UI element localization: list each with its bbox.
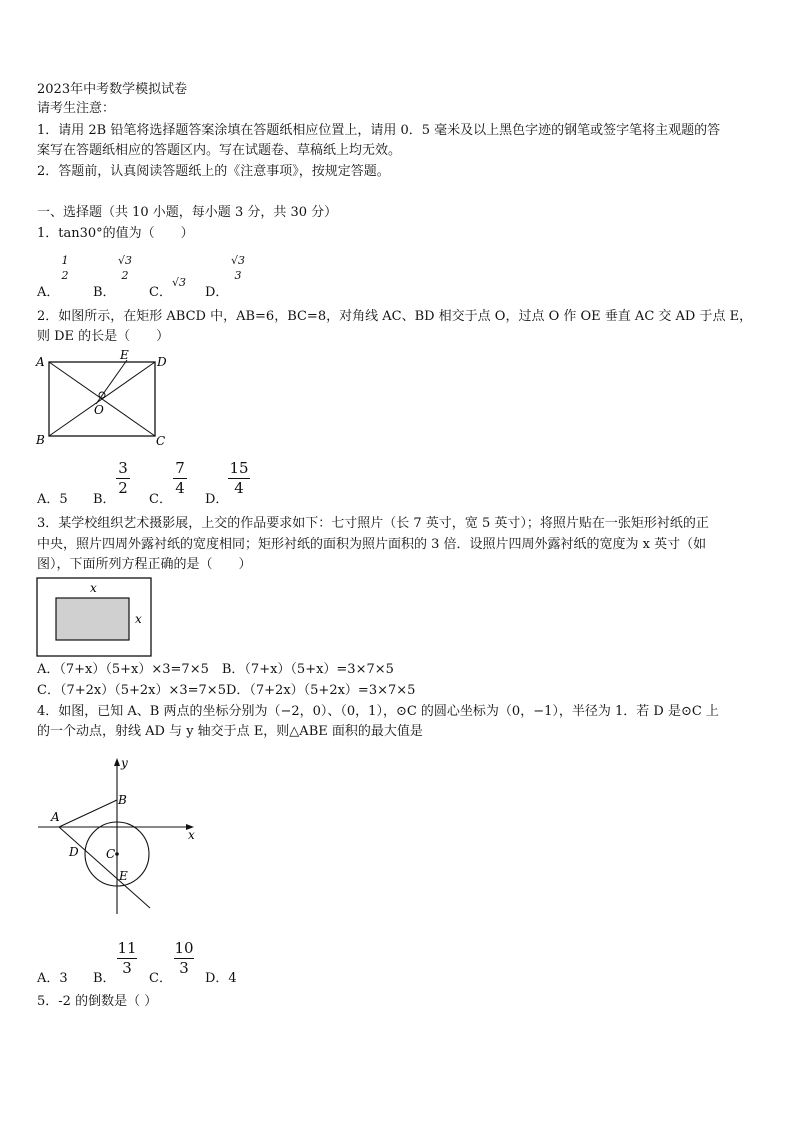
q2-option-d-fraction: 15 4 bbox=[229, 459, 249, 497]
q1-option-a-label: A． bbox=[37, 285, 60, 300]
q2-option-c-fraction: 7 4 bbox=[173, 460, 187, 497]
question-2-stem-line-2: 则 DE 的长是（ ） bbox=[37, 329, 170, 344]
q4-coordinate-figure bbox=[30, 750, 215, 920]
question-5-stem: 5．-2 的倒数是（ ） bbox=[37, 994, 158, 1009]
q4-point-c bbox=[115, 852, 119, 856]
q2-option-a: A．5 bbox=[37, 492, 68, 507]
q2-label-b: B bbox=[36, 433, 45, 447]
notice-heading: 请考生注意： bbox=[37, 101, 116, 116]
notice-2: 2．答题前，认真阅读答题纸上的《注意事项》，按规定答题。 bbox=[37, 164, 390, 179]
question-3-options-line-1: A．（7+x）（5+x）×3=7×5 B．（7+x）（5+x）=3×7×5 bbox=[37, 662, 394, 677]
q2-label-e: E bbox=[120, 348, 129, 362]
q4-label-c: C bbox=[106, 847, 116, 861]
question-4-stem-line-2: 的一个动点，射线 AD 与 y 轴交于点 E，则△ABE 面积的最大值是 bbox=[37, 724, 423, 739]
question-3-stem-line-2: 中央，照片四周外露衬纸的宽度相同；矩形衬纸的面积为照片面积的 3 倍．设照片四周外露衬纸的宽度为 x 英寸（如 bbox=[37, 537, 707, 552]
q4-option-d: D．4 bbox=[205, 971, 237, 986]
q4-label-b: B bbox=[118, 793, 127, 807]
section-title: 一、选择题（共 10 小题，每小题 3 分，共 30 分） bbox=[37, 205, 338, 220]
q2-option-b-fraction: 3 2 bbox=[116, 460, 130, 497]
q4-option-b-fraction: 11 3 bbox=[117, 939, 137, 977]
notice-1-line-2: 案写在答题纸相应的答题区内。写在试题卷、草稿纸上均无效。 bbox=[37, 143, 402, 158]
question-3-stem-line-1: 3．某学校组织艺术摄影展，上交的作品要求如下：七寸照片（长 7 英寸，宽 5 英寸）；将照片贴在一张矩形衬纸的正 bbox=[37, 516, 709, 531]
notice-1-line-1: 1．请用 2B 铅笔将选择题答案涂填在答题纸相应位置上，请用 0．5 毫米及以上黑色字迹的钢笔或签字笔将主观题的答 bbox=[37, 123, 721, 138]
q4-ray-ad bbox=[59, 827, 150, 908]
q4-label-d: D bbox=[69, 845, 79, 859]
q1-option-d-label: D． bbox=[205, 285, 229, 300]
question-4-stem-line-1: 4．如图，已知 A、B 两点的坐标分别为（−2，0）、（0，1），⊙C 的圆心坐标为（0，−1），半径为 1．若 D 是⊙C 上 bbox=[37, 704, 719, 719]
q4-label-a: A bbox=[51, 810, 60, 824]
q1-option-d-fraction: √3 3 bbox=[230, 254, 245, 282]
question-3-stem-line-3: 图），下面所列方程正确的是（ ） bbox=[37, 557, 252, 572]
question-1-stem: 1．tan30°的值为（ ） bbox=[37, 226, 194, 241]
q1-option-a-fraction: 1 2 bbox=[61, 254, 69, 282]
q3-label-x-top: x bbox=[90, 581, 97, 595]
q1-option-b-label: B． bbox=[93, 285, 116, 300]
question-2-stem-line-1: 2．如图所示，在矩形 ABCD 中，AB=6，BC=8，对角线 AC、BD 相交于点 O，过点 O 作 OE 垂直 AC 交 AD 于点 E， bbox=[37, 309, 753, 324]
q2-option-b-label: B． bbox=[93, 492, 116, 507]
q4-label-y: y bbox=[121, 756, 128, 770]
q4-label-x: x bbox=[188, 828, 195, 842]
q1-option-c-value: √3 bbox=[172, 276, 187, 289]
q2-option-c-label: C． bbox=[149, 492, 172, 507]
q4-label-e: E bbox=[119, 869, 128, 883]
q2-label-d: D bbox=[157, 355, 167, 369]
question-3-options-line-2: C．（7+2x）（5+2x）×3=7×5D．（7+2x）（5+2x）=3×7×5 bbox=[37, 683, 416, 698]
q2-label-c: C bbox=[156, 434, 166, 448]
q4-option-b-label: B． bbox=[93, 971, 116, 986]
q2-label-a: A bbox=[36, 355, 45, 369]
q3-label-x-right: x bbox=[135, 612, 142, 626]
q4-option-c-label: C． bbox=[149, 971, 172, 986]
exam-title: 2023年中考数学模拟试卷 bbox=[37, 82, 188, 97]
q3-photo-figure bbox=[36, 577, 154, 659]
q4-y-axis-arrow bbox=[114, 758, 120, 766]
q2-rectangle-figure bbox=[30, 348, 180, 448]
q1-option-c-label: C． bbox=[149, 285, 172, 300]
q1-option-b-fraction: √3 2 bbox=[117, 254, 132, 282]
q4-option-c-fraction: 10 3 bbox=[174, 939, 194, 977]
q4-option-a: A．3 bbox=[37, 971, 68, 986]
q3-photo bbox=[56, 598, 129, 640]
q2-option-d-label: D． bbox=[205, 492, 229, 507]
q2-label-o: O bbox=[94, 403, 104, 417]
